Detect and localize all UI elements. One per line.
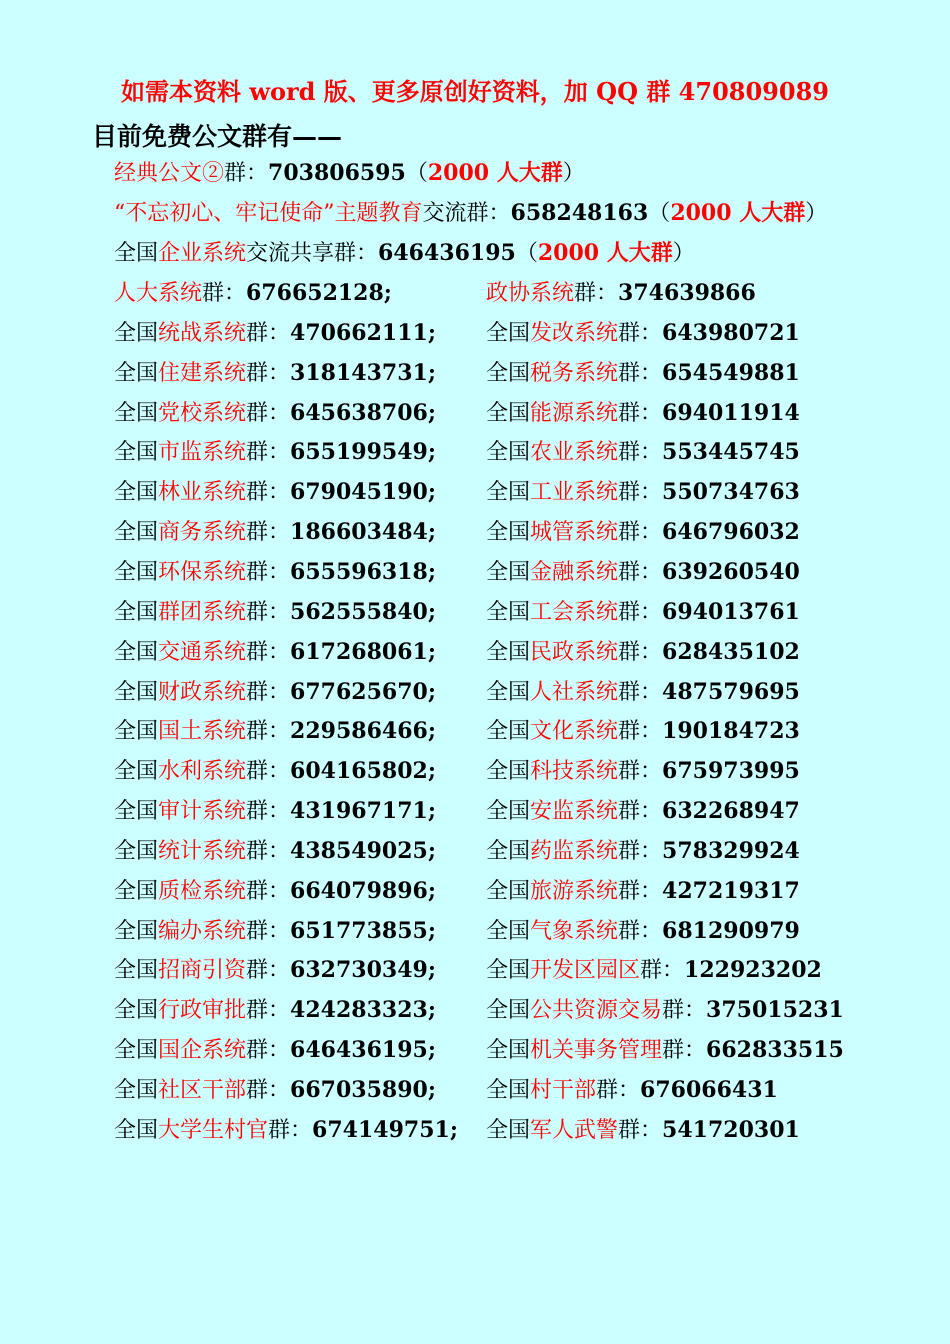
group-entry-left xyxy=(114,916,436,947)
group-row xyxy=(0,756,950,786)
entry-number: 676066431 xyxy=(640,1077,778,1103)
featured-group-line xyxy=(114,198,827,228)
entry-name: 发改系统 xyxy=(530,320,619,346)
group-entry-left xyxy=(114,716,436,747)
group-row xyxy=(0,796,950,826)
featured-group-line xyxy=(114,238,695,268)
entry-lead: 全国 xyxy=(114,1117,159,1143)
entry-number: 229586466; xyxy=(290,718,436,745)
paren-close: ） xyxy=(672,241,695,266)
entry-name: 党校系统 xyxy=(158,400,247,426)
group-entry-right xyxy=(486,1075,778,1106)
entry-number: 694011914 xyxy=(662,399,800,426)
entry-suffix: 群： xyxy=(618,440,663,466)
group-entry-right xyxy=(486,836,800,867)
entry-suffix: 群： xyxy=(246,799,291,825)
group-entry-left xyxy=(114,995,436,1026)
line-lead: 全国 xyxy=(114,241,159,266)
entry-lead: 全国 xyxy=(486,759,531,785)
entry-name: 税务系统 xyxy=(530,360,619,386)
entry-name: 村干部 xyxy=(530,1078,597,1103)
entry-name: 能源系统 xyxy=(530,400,619,426)
group-row xyxy=(0,995,950,1025)
entry-suffix: 群： xyxy=(246,360,291,386)
entry-suffix: 群： xyxy=(268,1117,313,1143)
entry-lead: 全国 xyxy=(486,998,531,1024)
entry-name: 质检系统 xyxy=(158,878,247,904)
group-row xyxy=(0,836,950,866)
entry-name: 军人武警 xyxy=(530,1117,619,1143)
group-entry-left xyxy=(114,358,436,389)
entry-name: 人社系统 xyxy=(530,679,619,705)
group-entry-right xyxy=(486,1035,844,1066)
group-entry-left xyxy=(114,1115,458,1146)
group-entry-right xyxy=(486,876,800,907)
entry-suffix: 群： xyxy=(246,1038,291,1064)
entry-lead: 全国 xyxy=(486,838,531,864)
entry-number: 651773855; xyxy=(290,917,436,944)
entry-number: 632268947 xyxy=(662,798,800,825)
entry-number: 646796032 xyxy=(662,519,800,546)
entry-suffix: 群： xyxy=(662,1038,707,1064)
entry-number: 431967171; xyxy=(290,798,436,825)
entry-name: 统计系统 xyxy=(158,838,247,864)
entry-number: 694013761 xyxy=(662,598,800,625)
entry-lead: 全国 xyxy=(114,719,159,745)
entry-suffix: 群： xyxy=(618,559,663,585)
entry-suffix: 群： xyxy=(662,998,707,1024)
entry-suffix: 群： xyxy=(246,679,291,705)
paren-open: （ xyxy=(405,161,428,186)
group-entry-right xyxy=(486,557,800,588)
entry-number: 676652128; xyxy=(246,280,392,306)
group-row xyxy=(0,716,950,746)
entry-suffix: 群： xyxy=(246,918,291,944)
group-row xyxy=(0,955,950,985)
group-row xyxy=(0,437,950,467)
group-entry-right xyxy=(486,796,800,827)
entry-lead: 全国 xyxy=(486,480,531,506)
paren-open: （ xyxy=(648,201,671,226)
group-entry-right xyxy=(486,477,800,508)
entry-lead: 全国 xyxy=(486,599,531,625)
entry-lead: 全国 xyxy=(486,719,531,745)
entry-name: 招商引资 xyxy=(158,958,247,984)
entry-number: 487579695 xyxy=(662,678,800,705)
entry-lead: 全国 xyxy=(486,878,531,904)
entry-name: 编办系统 xyxy=(158,918,247,944)
entry-name: 商务系统 xyxy=(158,520,247,546)
group-entry-right xyxy=(486,716,800,747)
group-row xyxy=(0,876,950,906)
entry-name: 国土系统 xyxy=(158,719,247,745)
entry-number: 550734763 xyxy=(662,479,800,506)
entry-suffix: 群： xyxy=(246,520,291,546)
group-entry-right xyxy=(486,358,800,389)
entry-name: 药监系统 xyxy=(530,838,619,864)
entry-suffix: 群： xyxy=(618,320,663,346)
group-entry-left xyxy=(114,597,436,628)
entry-lead: 全国 xyxy=(486,520,531,546)
group-entry-left xyxy=(114,318,436,349)
group-entry-left xyxy=(114,836,436,867)
entry-suffix: 群： xyxy=(618,1117,663,1143)
group-row xyxy=(0,477,950,507)
group-entry-left xyxy=(114,756,436,787)
entry-number: 578329924 xyxy=(662,837,800,864)
group-entry-right xyxy=(486,517,800,548)
entry-lead: 全国 xyxy=(114,799,159,825)
group-row xyxy=(0,597,950,627)
group-entry-right xyxy=(486,916,800,947)
entry-suffix: 群： xyxy=(618,599,663,625)
group-entry-left xyxy=(114,1035,436,1066)
group-entry-right xyxy=(486,955,822,986)
page-heading: 目前免费公文群有—— xyxy=(92,122,343,151)
entry-lead: 全国 xyxy=(486,918,531,944)
entry-number: 470662111; xyxy=(290,319,436,346)
entry-lead: 全国 xyxy=(486,440,531,466)
entry-suffix: 群： xyxy=(618,799,663,825)
qq-group-banner: 如需本资料 word 版、更多原创好资料，加 QQ 群 470809089 xyxy=(121,77,829,106)
entry-suffix: 群： xyxy=(246,599,291,625)
paren-close: ） xyxy=(562,161,585,186)
entry-suffix: 群： xyxy=(618,719,663,745)
entry-suffix: 群： xyxy=(202,281,247,306)
group-size-note: 2000 人大群 xyxy=(427,160,563,186)
entry-name: 民政系统 xyxy=(530,639,619,665)
entry-name: 审计系统 xyxy=(158,799,247,825)
entry-number: 681290979 xyxy=(662,917,800,944)
entry-lead: 全国 xyxy=(486,400,531,426)
entry-number: 190184723 xyxy=(662,718,800,745)
group-entry-left xyxy=(114,796,436,827)
group-row xyxy=(0,1075,950,1105)
entry-suffix: 群： xyxy=(246,759,291,785)
group-number: 703806595 xyxy=(268,160,406,186)
group-entry-right xyxy=(486,637,800,668)
group-entry-left xyxy=(114,517,436,548)
entry-suffix: 群： xyxy=(246,878,291,904)
entry-lead: 全国 xyxy=(114,639,159,665)
entry-lead: 全国 xyxy=(486,559,531,585)
entry-name: 气象系统 xyxy=(530,918,619,944)
group-suffix: 交流群： xyxy=(422,201,511,226)
entry-lead: 全国 xyxy=(114,599,159,625)
group-entry-left xyxy=(114,278,392,309)
entry-lead: 全国 xyxy=(114,998,159,1024)
entry-suffix: 群： xyxy=(618,878,663,904)
entry-number: 643980721 xyxy=(662,319,800,346)
entry-lead: 全国 xyxy=(114,320,159,346)
entry-lead: 全国 xyxy=(114,1078,159,1103)
entry-name: 旅游系统 xyxy=(530,878,619,904)
entry-suffix: 群： xyxy=(618,918,663,944)
entry-name: 城管系统 xyxy=(530,520,619,546)
entry-suffix: 群： xyxy=(246,998,291,1024)
entry-suffix: 群： xyxy=(246,440,291,466)
entry-suffix: 群： xyxy=(618,639,663,665)
entry-lead: 全国 xyxy=(114,918,159,944)
entry-lead: 全国 xyxy=(114,679,159,705)
group-row xyxy=(0,278,950,308)
paren-close: ） xyxy=(805,201,828,226)
entry-name: 文化系统 xyxy=(530,719,619,745)
entry-name: 工会系统 xyxy=(530,599,619,625)
group-name: 经典公文② xyxy=(114,161,225,186)
group-entry-left xyxy=(114,437,436,468)
entry-lead: 全国 xyxy=(486,679,531,705)
entry-lead: 全国 xyxy=(486,1038,531,1064)
group-name: “不忘初心、牢记使命”主题教育 xyxy=(114,201,423,226)
entry-lead: 全国 xyxy=(114,400,159,426)
entry-lead: 全国 xyxy=(114,878,159,904)
entry-number: 541720301 xyxy=(662,1116,800,1143)
entry-number: 674149751; xyxy=(312,1116,458,1143)
entry-lead: 全国 xyxy=(486,360,531,386)
entry-lead: 全国 xyxy=(114,440,159,466)
entry-name: 科技系统 xyxy=(530,759,619,785)
group-row xyxy=(0,916,950,946)
group-entry-left xyxy=(114,557,436,588)
entry-lead: 全国 xyxy=(114,759,159,785)
entry-suffix: 群： xyxy=(618,759,663,785)
group-entry-right xyxy=(486,278,756,309)
entry-number: 632730349; xyxy=(290,957,436,984)
group-size-note: 2000 人大群 xyxy=(670,200,806,226)
group-entry-left xyxy=(114,477,436,508)
group-entry-left xyxy=(114,398,436,429)
entry-number: 677625670; xyxy=(290,678,436,705)
group-entry-right xyxy=(486,318,800,349)
entry-lead: 全国 xyxy=(114,1038,159,1064)
entry-suffix: 群： xyxy=(596,1078,641,1103)
entry-name: 金融系统 xyxy=(530,559,619,585)
group-entry-left xyxy=(114,637,436,668)
group-entry-right xyxy=(486,437,800,468)
entry-number: 645638706; xyxy=(290,399,436,426)
group-number: 658248163 xyxy=(510,200,649,226)
entry-name: 政协系统 xyxy=(486,281,575,306)
entry-lead: 全国 xyxy=(486,1117,531,1143)
entry-number: 679045190; xyxy=(290,479,436,506)
entry-name: 住建系统 xyxy=(158,360,247,386)
group-row xyxy=(0,318,950,348)
entry-number: 318143731; xyxy=(290,359,436,386)
entry-suffix: 群： xyxy=(618,360,663,386)
entry-number: 186603484; xyxy=(290,519,436,546)
group-entry-right xyxy=(486,398,800,429)
entry-number: 122923202 xyxy=(684,957,822,984)
entry-name: 行政审批 xyxy=(158,998,247,1024)
entry-lead: 全国 xyxy=(486,958,531,984)
entry-suffix: 群： xyxy=(618,480,663,506)
entry-lead: 全国 xyxy=(114,520,159,546)
entry-number: 675973995 xyxy=(662,758,800,785)
entry-lead: 全国 xyxy=(486,1078,531,1103)
entry-number: 654549881 xyxy=(662,359,800,386)
entry-name: 人大系统 xyxy=(114,281,203,306)
entry-name: 机关事务管理 xyxy=(530,1038,663,1064)
group-suffix: 交流共享群： xyxy=(246,241,379,266)
group-row xyxy=(0,517,950,547)
entry-name: 财政系统 xyxy=(158,679,247,705)
group-entry-left xyxy=(114,677,436,708)
entry-lead: 全国 xyxy=(486,799,531,825)
entry-number: 655596318; xyxy=(290,558,436,585)
entry-number: 374639866 xyxy=(618,280,756,306)
entry-number: 628435102 xyxy=(662,638,800,665)
group-row xyxy=(0,358,950,388)
entry-suffix: 群： xyxy=(574,281,619,306)
group-row xyxy=(0,398,950,428)
group-entry-right xyxy=(486,1115,800,1146)
entry-number: 655199549; xyxy=(290,439,436,466)
entry-name: 工业系统 xyxy=(530,480,619,506)
entry-number: 639260540 xyxy=(662,558,800,585)
entry-name: 环保系统 xyxy=(158,559,247,585)
group-number: 646436195 xyxy=(378,240,516,266)
entry-lead: 全国 xyxy=(114,838,159,864)
entry-number: 424283323; xyxy=(290,997,436,1024)
entry-name: 安监系统 xyxy=(530,799,619,825)
group-row xyxy=(0,677,950,707)
entry-suffix: 群： xyxy=(618,838,663,864)
entry-number: 667035890; xyxy=(290,1077,436,1103)
entry-number: 662833515 xyxy=(706,1037,844,1064)
group-name: 企业系统 xyxy=(158,241,247,266)
group-entry-left xyxy=(114,876,436,907)
entry-lead: 全国 xyxy=(114,958,159,984)
entry-name: 交通系统 xyxy=(158,639,247,665)
entry-suffix: 群： xyxy=(246,320,291,346)
entry-suffix: 群： xyxy=(246,719,291,745)
entry-lead: 全国 xyxy=(486,320,531,346)
group-entry-right xyxy=(486,995,844,1026)
entry-number: 646436195; xyxy=(290,1037,436,1064)
entry-suffix: 群： xyxy=(618,400,663,426)
entry-number: 553445745 xyxy=(662,439,800,466)
paren-open: （ xyxy=(515,241,538,266)
group-entry-right xyxy=(486,597,800,628)
entry-name: 水利系统 xyxy=(158,759,247,785)
group-row xyxy=(0,1115,950,1145)
group-entry-left xyxy=(114,955,436,986)
group-suffix: 群： xyxy=(224,161,269,186)
entry-lead: 全国 xyxy=(114,559,159,585)
entry-number: 604165802; xyxy=(290,758,436,785)
entry-number: 617268061; xyxy=(290,638,436,665)
entry-suffix: 群： xyxy=(246,559,291,585)
group-row xyxy=(0,637,950,667)
entry-suffix: 群： xyxy=(640,958,685,984)
group-row xyxy=(0,1035,950,1065)
group-row xyxy=(0,557,950,587)
entry-suffix: 群： xyxy=(618,520,663,546)
group-entry-right xyxy=(486,756,800,787)
entry-name: 市监系统 xyxy=(158,440,247,466)
entry-name: 公共资源交易 xyxy=(530,998,663,1024)
entry-lead: 全国 xyxy=(114,360,159,386)
entry-name: 群团系统 xyxy=(158,599,247,625)
group-entry-left xyxy=(114,1075,436,1106)
entry-number: 664079896; xyxy=(290,877,436,904)
entry-number: 375015231 xyxy=(706,997,844,1024)
entry-lead: 全国 xyxy=(114,480,159,506)
entry-suffix: 群： xyxy=(246,838,291,864)
entry-suffix: 群： xyxy=(246,480,291,506)
featured-group-line xyxy=(114,158,585,188)
entry-number: 427219317 xyxy=(662,877,800,904)
entry-suffix: 群： xyxy=(246,958,291,984)
entry-suffix: 群： xyxy=(246,400,291,426)
entry-name: 统战系统 xyxy=(158,320,247,346)
entry-suffix: 群： xyxy=(246,639,291,665)
entry-name: 林业系统 xyxy=(158,480,247,506)
entry-name: 社区干部 xyxy=(158,1078,247,1103)
entry-name: 国企系统 xyxy=(158,1038,247,1064)
entry-suffix: 群： xyxy=(246,1078,291,1103)
entry-lead: 全国 xyxy=(486,639,531,665)
entry-name: 农业系统 xyxy=(530,440,619,466)
entry-suffix: 群： xyxy=(618,679,663,705)
entry-name: 大学生村官 xyxy=(158,1117,269,1143)
group-size-note: 2000 人大群 xyxy=(537,240,673,266)
group-entry-right xyxy=(486,677,800,708)
entry-name: 开发区园区 xyxy=(530,958,641,984)
entry-number: 562555840; xyxy=(290,598,436,625)
entry-number: 438549025; xyxy=(290,837,436,864)
